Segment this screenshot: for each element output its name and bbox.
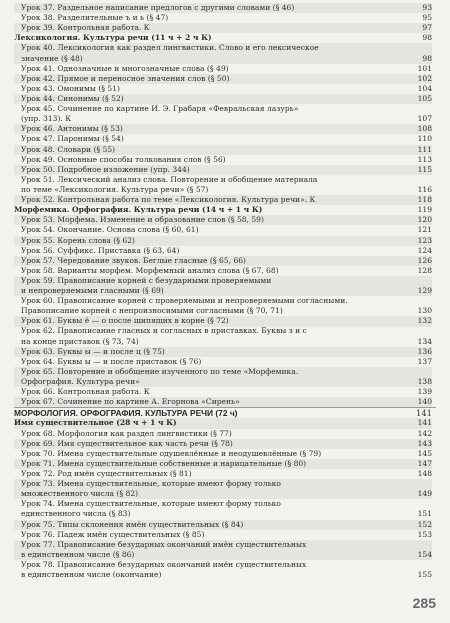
toc-entry-text: Урок 66. Контрольная работа. К xyxy=(21,387,150,397)
toc-entry-text: Урок 64. Буквы ы — и после приставок (§ 76) xyxy=(21,356,202,366)
toc-entry xyxy=(14,570,432,580)
toc-entry-text: Лексикология. Культура речи (11 ч + 2 ч К) xyxy=(14,33,212,43)
toc-entry-page: 113 xyxy=(417,154,432,164)
toc-entry-text: Урок 68. Морфология как раздел лингвистики (§ 77) xyxy=(21,428,232,438)
toc-entry-text: Урок 72. Род имён существительных (§ 81) xyxy=(21,469,192,479)
toc-entry-text: Урок 44. Синонимы (§ 52) xyxy=(21,93,124,103)
toc-entry xyxy=(14,439,432,449)
toc-entry xyxy=(14,236,432,246)
toc-entry-text: Урок 54. Окончание. Основа слова (§ 60, 61) xyxy=(21,225,199,235)
toc-entry-text: Урок 63. Буквы ы — и после ц (§ 75) xyxy=(21,346,165,356)
toc-entry-page: 155 xyxy=(417,570,432,580)
toc-entry-page: 108 xyxy=(417,124,432,134)
toc-entry-page: 124 xyxy=(417,245,432,255)
toc-entry xyxy=(14,256,432,266)
toc-entry-page: 95 xyxy=(422,13,432,23)
toc-entry xyxy=(14,357,432,367)
toc-entry-text: Урок 49. Основные способы толкования слов (§ 56) xyxy=(21,154,226,164)
toc-entry xyxy=(14,550,432,560)
toc-entry xyxy=(14,397,432,407)
toc-entry-page: 141 xyxy=(416,408,432,419)
toc-entry-text: Урок 52. Контрольная работа по теме «Лексикология. Культура речи». К xyxy=(21,195,316,205)
toc-entry-page: 121 xyxy=(417,225,432,235)
toc-entry-text: Урок 42. Прямое и переносное значения слов (§ 50) xyxy=(21,73,230,83)
page-number: 285 xyxy=(412,595,436,611)
toc-entry-page: 101 xyxy=(417,63,432,73)
toc-entry xyxy=(14,84,432,94)
toc-entry-page: 97 xyxy=(422,23,432,33)
toc-entry xyxy=(14,74,432,84)
toc-entry-page: 126 xyxy=(417,255,432,265)
toc-entry-text: значение (§ 48) xyxy=(21,53,83,63)
toc-entry xyxy=(14,387,432,397)
toc-section-heading xyxy=(14,33,432,43)
toc-entry-text: Урок 71. Имена существительные собственные и нарицательные (§ 80) xyxy=(21,458,307,468)
toc-entry-text: в единственном числе (окончание) xyxy=(21,570,162,580)
toc-entry xyxy=(14,459,432,469)
toc-entry xyxy=(14,175,432,185)
toc-entry-text: Урок 46. Антонимы (§ 53) xyxy=(21,124,123,134)
toc-entry-text: на конце приставок (§ 73, 74) xyxy=(21,336,139,346)
toc-entry-page: 104 xyxy=(417,83,432,93)
toc-entry xyxy=(14,64,432,74)
toc-entry xyxy=(14,509,432,519)
toc-entry-text: единственного числа (§ 83) xyxy=(21,509,131,519)
toc-entry-page: 139 xyxy=(417,387,432,397)
toc-entry-text: Урок 73. Имена существительные, которые имеют форму только xyxy=(21,479,281,489)
toc-entry xyxy=(14,276,432,286)
toc-entry xyxy=(14,337,432,347)
toc-entry-text: Урок 67. Сочинение по картине А. Егорнова «Сирень» xyxy=(21,397,240,407)
toc-entry xyxy=(14,23,432,33)
toc-entry xyxy=(14,3,432,13)
toc-entry-page: 129 xyxy=(417,286,432,296)
toc-entry-text: Урок 37. Раздельное написание предлогов с другими словами (§ 46) xyxy=(21,2,295,12)
toc-entry xyxy=(14,449,432,459)
toc-entry-page: 138 xyxy=(417,377,432,387)
toc-entry-text: Урок 61. Буквы ё — о после шипящих в корне (§ 72) xyxy=(21,316,229,326)
toc-entry-text: Урок 55. Корень слова (§ 62) xyxy=(21,235,135,245)
toc-entry-page: 143 xyxy=(417,438,432,448)
toc-entry-text: Урок 53. Морфема. Изменение и образование слов (§ 58, 59) xyxy=(21,215,264,225)
toc-entry-page: 151 xyxy=(417,509,432,519)
toc-entry xyxy=(14,94,432,104)
toc-entry-page: 107 xyxy=(417,114,432,124)
toc-entry xyxy=(14,377,432,387)
toc-entry-page: 132 xyxy=(417,316,432,326)
toc-entry-page: 111 xyxy=(417,144,432,154)
toc-entry-page: 98 xyxy=(422,33,432,43)
toc-entry-text: Урок 39. Контрольная работа. К xyxy=(21,23,150,33)
toc-entry-page: 118 xyxy=(417,195,432,205)
toc-entry-text: МОРФОЛОГИЯ. ОРФОГРАФИЯ. КУЛЬТУРА РЕЧИ (72 ч) xyxy=(14,408,238,419)
toc-entry-page: 136 xyxy=(417,346,432,356)
toc-entry-text: Урок 60. Правописание корней с проверяемыми и непроверяемыми согласными. xyxy=(21,296,348,306)
toc-entry xyxy=(14,266,432,276)
toc-entry-text: Имя существительное (28 ч + 1 ч К) xyxy=(14,418,177,428)
toc-entry xyxy=(14,489,432,499)
toc-entry-page: 149 xyxy=(417,489,432,499)
toc-entry xyxy=(14,316,432,326)
toc-entry-page: 140 xyxy=(417,397,432,407)
toc-entry xyxy=(14,13,432,23)
toc-entry xyxy=(14,530,432,540)
toc-entry xyxy=(14,195,432,205)
toc-entry-text: по теме «Лексикология. Культура речи» (§ 57) xyxy=(21,184,209,194)
toc-entry-page: 141 xyxy=(417,418,432,428)
toc-entry-text: Урок 74. Имена существительные, которые имеют форму только xyxy=(21,499,281,509)
toc-entry-text: (упр. 313). К xyxy=(21,114,72,124)
toc-entry xyxy=(14,347,432,357)
toc-entry xyxy=(14,327,432,337)
toc-entry xyxy=(14,134,432,144)
toc-entry-page: 152 xyxy=(417,519,432,529)
toc-entry-text: Урок 57. Чередование звуков. Беглые гласные (§ 65, 66) xyxy=(21,255,246,265)
table-of-contents xyxy=(14,3,432,580)
toc-entry xyxy=(14,560,432,570)
toc-entry-text: Урок 40. Лексикология как раздел лингвистики. Слово и его лексическое xyxy=(21,43,319,53)
toc-entry-page: 153 xyxy=(417,529,432,539)
toc-entry-text: Урок 51. Лексический анализ слова. Повторение и обобщение материала xyxy=(21,174,318,184)
toc-entry-page: 120 xyxy=(417,215,432,225)
toc-entry-text: Урок 50. Подробное изложение (упр. 344) xyxy=(21,164,190,174)
toc-entry xyxy=(14,479,432,489)
toc-entry xyxy=(14,185,432,195)
toc-entry xyxy=(14,499,432,509)
toc-section-heading xyxy=(14,205,432,215)
toc-entry-text: Урок 70. Имена существительные одушевлённые и неодушевлённые (§ 79) xyxy=(21,448,322,458)
toc-entry-text: Урок 77. Правописание безударных окончаний имён существительных xyxy=(21,539,307,549)
toc-entry-text: Урок 48. Словари (§ 55) xyxy=(21,144,116,154)
toc-entry-text: Урок 56. Суффикс. Приставка (§ 63, 64) xyxy=(21,245,180,255)
toc-section-heading xyxy=(14,418,432,428)
toc-entry xyxy=(14,306,432,316)
toc-entry xyxy=(14,225,432,235)
toc-entry-text: Урок 75. Типы склонения имён существительных (§ 84) xyxy=(21,519,244,529)
toc-entry xyxy=(14,429,432,439)
toc-entry-page: 134 xyxy=(417,336,432,346)
toc-entry xyxy=(14,367,432,377)
toc-entry-page: 142 xyxy=(417,428,432,438)
toc-entry xyxy=(14,145,432,155)
toc-entry-text: Урок 69. Имя существительное как часть речи (§ 78) xyxy=(21,438,233,448)
toc-entry-text: Урок 65. Повторение и обобщение изученного по теме «Морфемика. xyxy=(21,366,299,376)
toc-entry-text: Урок 38. Разделительные ъ и ь (§ 47) xyxy=(21,13,169,23)
toc-entry-page: 110 xyxy=(417,134,432,144)
toc-entry-page: 147 xyxy=(417,458,432,468)
toc-entry xyxy=(14,43,432,53)
toc-entry xyxy=(14,124,432,134)
toc-entry-text: Урок 43. Омонимы (§ 51) xyxy=(21,83,120,93)
toc-entry-page: 123 xyxy=(417,235,432,245)
toc-entry-page: 148 xyxy=(417,469,432,479)
toc-entry-page: 115 xyxy=(417,164,432,174)
toc-entry-page: 93 xyxy=(422,2,432,12)
toc-entry xyxy=(14,155,432,165)
toc-entry-text: Морфемика. Орфография. Культура речи (14 ч + 1 ч К) xyxy=(14,205,263,215)
toc-entry-text: Урок 47. Паронимы (§ 54) xyxy=(21,134,124,144)
toc-entry xyxy=(14,165,432,175)
toc-entry xyxy=(14,246,432,256)
toc-entry-text: Орфография. Культура речи» xyxy=(21,377,140,387)
toc-entry-text: множественного числа (§ 82) xyxy=(21,489,139,499)
toc-entry xyxy=(14,104,432,114)
toc-section-heading xyxy=(14,408,432,418)
toc-entry-page: 128 xyxy=(417,265,432,275)
toc-entry-page: 145 xyxy=(417,448,432,458)
toc-entry-text: и непроверяемыми гласными (§ 69) xyxy=(21,286,164,296)
toc-entry xyxy=(14,520,432,530)
toc-entry-page: 105 xyxy=(417,93,432,103)
toc-entry-text: Урок 76. Падеж имён существительных (§ 85) xyxy=(21,529,205,539)
toc-entry-text: Урок 62. Правописание гласных и согласных в приставках. Буквы з и с xyxy=(21,326,307,336)
toc-entry xyxy=(14,540,432,550)
toc-entry xyxy=(14,286,432,296)
toc-entry-page: 102 xyxy=(417,73,432,83)
toc-entry-page: 119 xyxy=(417,205,432,215)
toc-entry-text: в единственном числе (§ 86) xyxy=(21,549,135,559)
toc-entry-page: 130 xyxy=(417,306,432,316)
toc-entry-text: Урок 78. Правописание безударных окончаний имён существительных xyxy=(21,560,307,569)
toc-entry xyxy=(14,114,432,124)
toc-entry-page: 116 xyxy=(417,184,432,194)
toc-entry-text: Правописание корней с непроизносимыми согласными (§ 70, 71) xyxy=(21,306,283,316)
toc-entry xyxy=(14,296,432,306)
toc-entry-text: Урок 45. Сочинение по картине И. Э. Грабаря «Февральская лазурь» xyxy=(21,104,299,114)
toc-entry-page: 98 xyxy=(422,53,432,63)
toc-entry-text: Урок 59. Правописание корней с безударными проверяемыми xyxy=(21,275,272,285)
toc-entry-text: Урок 41. Однозначные и многозначные слова (§ 49) xyxy=(21,63,229,73)
toc-entry-text: Урок 58. Варианты морфем. Морфемный анализ слова (§ 67, 68) xyxy=(21,265,279,275)
toc-entry xyxy=(14,469,432,479)
toc-entry-page: 137 xyxy=(417,356,432,366)
toc-entry xyxy=(14,215,432,225)
toc-entry-page: 154 xyxy=(417,549,432,559)
toc-entry xyxy=(14,54,432,64)
